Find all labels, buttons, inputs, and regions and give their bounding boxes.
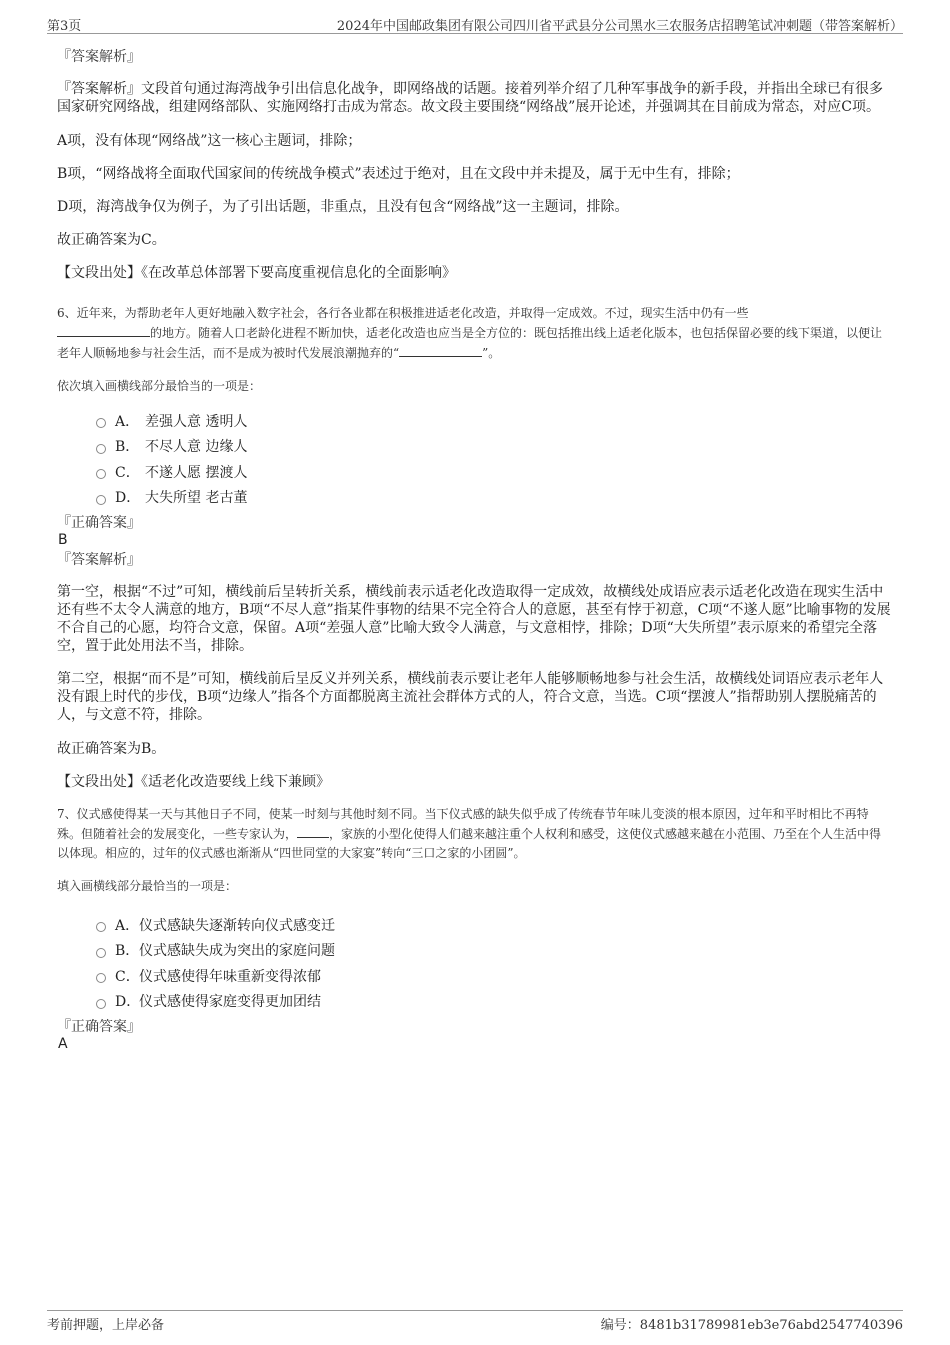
radio-icon[interactable] [96, 495, 106, 505]
q7-prompt: 填入画横线部分最恰当的一项是： [57, 879, 238, 893]
radio-icon[interactable] [96, 418, 106, 428]
q7-blank [297, 824, 329, 838]
q6-analysis-para-1: 第一空，根据“不过”可知，横线前后呈转折关系，横线前表示适老化改造取得一定成效，故横线处成语应表示适老化改造在现实生活中还有些不太令人满意的地方，B项“不尽人意”指某件事物的结果不完全符合人的意愿，甚至有悖于初意，C项“不遂人愿”比喻事物的发展不合自己的心愿，均符合文意，保留。A项“差强人意”比喻大致令人满意，与文意相悖，排除；D项“大失所望”表示原来的希望完全落空，置于此处用法不当，排除。 [57, 584, 891, 654]
q6-analysis-para-2: 第二空，根据“而不是”可知，横线前后呈反义并列关系，横线前表示要让老年人能够顺畅地参与社会生活，故横线处词语应表示老年人没有跟上时代的步伐，B项“边缘人”指各个方面都脱离主流社会群体方式的人，符合文意，当选。C项“摆渡人”指帮助别人摆脱痛苦的人，与文意不符，排除。 [57, 671, 884, 723]
q7-answer-label: 『正确答案』 [57, 1019, 141, 1035]
radio-icon[interactable] [96, 922, 106, 932]
q7-option-d[interactable]: D． 仪式感使得家庭变得更加团结 [57, 989, 892, 1015]
q6-option-a[interactable]: A． 差强人意 透明人 [57, 408, 892, 434]
q5-conclusion: 故正确答案为C。 [57, 232, 166, 248]
q7-option-c[interactable]: C． 仪式感使得年味重新变得浓郁 [57, 963, 892, 989]
radio-icon[interactable] [96, 469, 106, 479]
q7-text-2: ，家族的小型化使得人们越来越注重个人权利和感受，这使仪式感越来越在小范围、乃至在个人生活中得以体现。相应的，过年的仪式感也渐渐从“四世同堂的大家宴”转向“三口之家的小团圆”。 [57, 827, 882, 860]
page-number: 第3页 [47, 19, 82, 34]
q5-analysis-option-d: D项，海湾战争仅为例子，为了引出话题，非重点，且没有包含“网络战”这一主题词，排除。 [57, 199, 629, 215]
radio-icon[interactable] [96, 973, 106, 983]
q6-text-2: 的地方。随着人口老龄化进程不断加快，适老化改造也应当是全方位的：既包括推出线上适老化版本，也包括保留必要的线下渠道，以便让老年人顺畅地参与社会生活，而不是成为被时代发展浪潮抛弃的“ [57, 326, 883, 360]
q6-answer-label: 『正确答案』 [57, 515, 141, 531]
q7-answer: A [58, 1036, 68, 1052]
q6-prompt: 依次填入画横线部分最恰当的一项是： [57, 379, 262, 393]
q6-option-c[interactable]: C． 不遂人愿 摆渡人 [57, 459, 892, 485]
q6-text-1: 6、近年来，为帮助老年人更好地融入数字社会，各行各业都在积极推进适老化改造，并取得一定成效。不过，现实生活中仍有一些 [57, 306, 749, 320]
q6-answer: B [58, 532, 68, 548]
page-header [47, 14, 903, 34]
q5-analysis-option-a: A项，没有体现“网络战”这一核心主题词，排除； [57, 133, 362, 149]
q6-option-b[interactable]: B． 不尽人意 边缘人 [57, 434, 892, 460]
radio-icon[interactable] [96, 948, 106, 958]
q6-blank-1 [57, 323, 150, 337]
q6-text-3: ”。 [482, 346, 501, 360]
q5-analysis-option-b: B项，“网络战将全面取代国家间的传统战争模式”表述过于绝对，且在文段中并未提及，属于无中生有，排除； [57, 166, 740, 182]
q7-option-a[interactable]: A． 仪式感缺失逐渐转向仪式感变迁 [57, 912, 892, 938]
document-title: 2024年中国邮政集团有限公司四川省平武县分公司黑水三农服务店招聘笔试冲刺题（带答案解析） [336, 19, 903, 34]
radio-icon[interactable] [96, 444, 106, 454]
q7-option-b[interactable]: B． 仪式感缺失成为突出的家庭问题 [57, 938, 892, 964]
document-code: 编号：8481b31789981eb3e76abd2547740396 [600, 1318, 903, 1333]
q6-source: 【文段出处】《适老化改造要线上线下兼顾》 [57, 774, 330, 790]
q6-conclusion: 故正确答案为B。 [57, 741, 166, 757]
radio-icon[interactable] [96, 999, 106, 1009]
q6-blank-2 [399, 343, 482, 357]
q7-text-1: 7、仪式感使得某一天与其他日子不同，使某一时刻与其他时刻不同。当下仪式感的缺失似乎成了传统春节年味儿变淡的根本原因，过年和平时相比不再特殊。但随着社会的发展变化，一些专家认为， [57, 807, 869, 841]
page-content [57, 46, 892, 1052]
q6-question [57, 304, 892, 363]
page-footer [47, 1310, 903, 1331]
q5-source: 【文段出处】《在改革总体部署下要高度重视信息化的全面影响》 [57, 265, 456, 281]
q7-question [57, 805, 892, 863]
q5-analysis-label: 『答案解析』 [57, 49, 141, 65]
q5-analysis-para: 『答案解析』文段首句通过海湾战争引出信息化战争，即网络战的话题。接着列举介绍了几种军事战争的新手段，并指出全球已有很多国家研究网络战，组建网络部队、实施网络打击成为常态。故文段主要围绕“网络战”展开论述，并强调其在目前成为常态，对应C项。 [57, 81, 883, 115]
q6-options [57, 408, 892, 510]
footer-slogan: 考前押题，上岸必备 [47, 1318, 165, 1333]
q6-analysis-label: 『答案解析』 [57, 552, 141, 568]
q6-option-d[interactable]: D． 大失所望 老古董 [57, 485, 892, 511]
q7-options [57, 912, 892, 1014]
